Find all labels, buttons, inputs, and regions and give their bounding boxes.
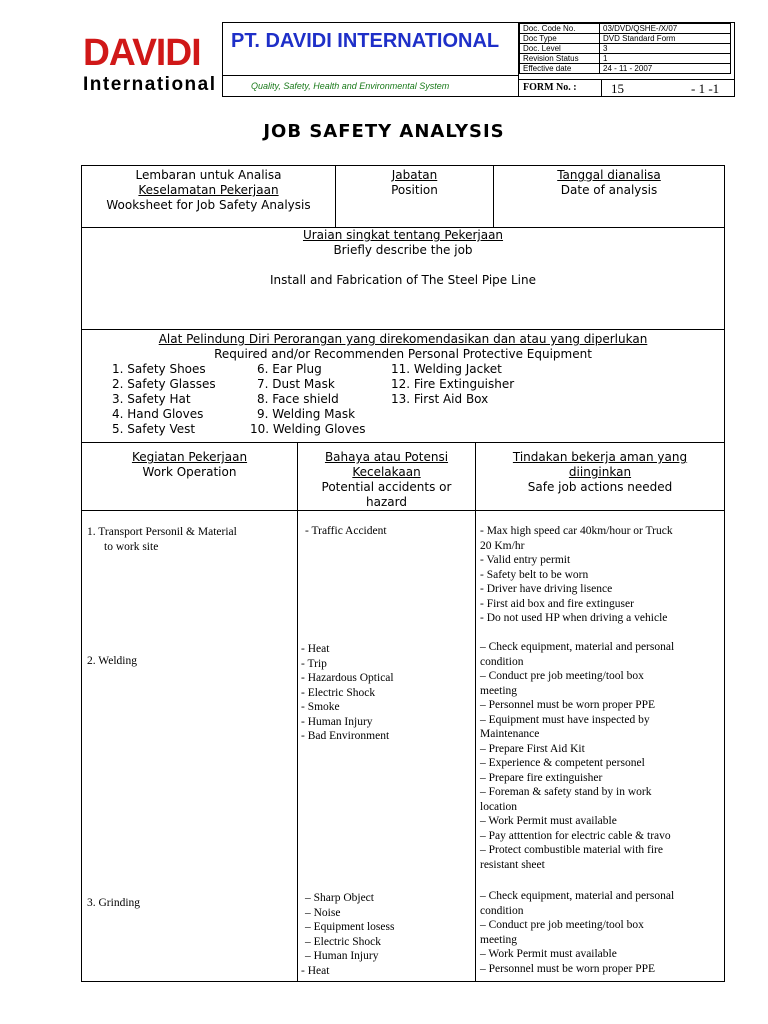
action-item: – Experience & competent personel [480, 757, 645, 769]
ppe-list-col2 [250, 362, 365, 437]
action-item: – Prepare First Aid Kit [480, 742, 585, 755]
form-label: FORM No. : [523, 82, 577, 93]
ppe-subheading: Required and/or Recommenden Personal Protective Equipment [214, 347, 592, 361]
action-item: – Personnel must be worn proper PPE [480, 962, 656, 975]
ppe-item: 12. Fire Extinguisher [391, 377, 515, 391]
form-number-row [519, 79, 735, 97]
meta-key: Doc Type [520, 34, 600, 44]
job-description-heading: Uraian singkat tentang Pekerjaan [302, 228, 504, 242]
document-title: JOB SAFETY ANALYSIS [263, 121, 505, 142]
action-item: meeting [480, 684, 518, 697]
hazard-item: - Bad Environment [301, 730, 390, 742]
ppe-item: 10. Welding Gloves [250, 422, 366, 436]
hazard-list-1 [305, 524, 387, 539]
company-name-cell [223, 23, 519, 75]
work-operation-header [82, 450, 297, 480]
meta-row [520, 54, 731, 64]
meta-row [520, 34, 731, 44]
meta-value: 3 [600, 44, 731, 54]
job-description-subheading: Briefly describe the job [333, 243, 473, 257]
ppe-item: 1. Safety Shoes [112, 362, 206, 376]
position-label-en: Position [391, 183, 438, 197]
action-item: - Max high speed car 40km/hour or Truck [480, 525, 673, 537]
action-item: Maintenance [480, 728, 540, 740]
page-number: - 1 -1 [691, 81, 720, 96]
meta-key: Doc. Code No. [520, 24, 600, 34]
action-item: – Prepare fire extinguisher [480, 771, 603, 784]
meta-row [520, 64, 731, 74]
worksheet-cell [82, 168, 335, 213]
hazard-item: – Human Injury [305, 950, 379, 962]
ppe-item: 7. Dust Mask [257, 377, 335, 391]
hazard-label-id-2: Kecelakaan [352, 465, 421, 479]
meta-row [520, 24, 731, 34]
column-divider [475, 511, 476, 981]
action-item: - Driver have driving lisence [480, 583, 613, 595]
action-item: – Conduct pre job meeting/tool box [480, 670, 644, 682]
meta-key: Doc. Level [520, 44, 600, 54]
action-item: – Pay atttention for electric cable & travo [480, 829, 671, 842]
safe-action-label-id-1: Tindakan bekerja aman yang [512, 450, 688, 464]
action-item: condition [480, 655, 524, 668]
hazard-label-en-2: hazard [366, 495, 407, 509]
meta-value: 03/DVD/QSHE-/X/07 [600, 24, 731, 34]
analysis-table-header [81, 442, 725, 511]
job-description-section [81, 227, 725, 330]
davidi-logo [83, 34, 217, 98]
position-cell [336, 168, 493, 198]
operation-2: 2. Welding [87, 655, 137, 667]
hazard-item: – Sharp Object [305, 892, 374, 904]
analysis-table-body [81, 510, 725, 982]
hazard-label-id-1: Bahaya atau Potensi [324, 450, 449, 464]
position-label-id: Jabatan [391, 168, 438, 182]
ppe-heading: Alat Pelindung Diri Perorangan yang direkomendasikan dan atau yang diperlukan [158, 332, 648, 346]
hazard-item: - Heat [301, 964, 330, 977]
ppe-item: 5. Safety Vest [112, 422, 196, 436]
safe-action-label-en: Safe job actions needed [527, 480, 673, 494]
hazard-item: – Electric Shock [305, 935, 382, 948]
action-item: – Conduct pre job meeting/tool box [480, 919, 644, 931]
action-item: - Safety belt to be worn [480, 568, 589, 581]
hazard-item: - Smoke [301, 701, 340, 713]
meta-key: Revision Status [520, 54, 600, 64]
action-item: – Work Permit must available [480, 815, 617, 827]
meta-value: 24 - 11 - 2007 [600, 64, 731, 74]
action-item: - First aid box and fire extinguser [480, 597, 634, 610]
form-divider [601, 80, 602, 97]
ppe-item: 4. Hand Gloves [112, 407, 204, 421]
hazard-label-en-1: Potential accidents or [321, 480, 452, 494]
action-item: – Foreman & safety stand by in work [480, 786, 652, 798]
action-item: - Do not used HP when driving a vehicle [480, 612, 668, 624]
action-item: condition [480, 904, 524, 917]
work-operation-label-en: Work Operation [142, 465, 237, 479]
ppe-item: 3. Safety Hat [112, 392, 191, 406]
ppe-item: 8. Face shield [257, 392, 339, 406]
operation-3: 3. Grinding [87, 897, 141, 909]
meta-value: DVD Standard Form [600, 34, 731, 44]
meta-value: 1 [600, 54, 731, 64]
hazard-item: - Trip [301, 657, 327, 670]
logo-subtitle: International [83, 74, 217, 95]
action-list-1 [480, 524, 673, 626]
worksheet-title-en: Wooksheet for Job Safety Analysis [106, 198, 311, 212]
logo-wordmark: DAVIDI [83, 32, 201, 74]
column-divider [297, 511, 298, 981]
operation-1-line1: 1. Transport Personil & Material [87, 526, 237, 538]
operation-1 [87, 525, 237, 554]
action-item: – Work Permit must available [480, 948, 617, 960]
safe-action-header [476, 450, 724, 495]
ppe-item: 13. First Aid Box [391, 392, 489, 406]
operation-1-line2: to work site [104, 540, 159, 553]
action-list-2 [480, 640, 674, 872]
hazard-header [298, 450, 475, 510]
date-label-en: Date of analysis [560, 183, 658, 197]
hazard-item: - Human Injury [301, 715, 373, 728]
ppe-item: 2. Safety Glasses [112, 377, 216, 391]
tagline-cell [223, 75, 519, 96]
ppe-item: 6. Ear Plug [257, 362, 322, 376]
document-meta-table [519, 23, 731, 74]
worksheet-info-section [81, 165, 725, 228]
ppe-list-col3 [391, 362, 514, 407]
hazard-item: - Electric Shock [301, 686, 376, 699]
ppe-item: 11. Welding Jacket [391, 362, 502, 376]
meta-key: Effective date [520, 64, 600, 74]
safe-action-label-id-2: diinginkan [568, 465, 632, 479]
hazard-list-3 [301, 891, 395, 978]
work-operation-label-id: Kegiatan Pekerjaan [131, 450, 248, 464]
hazard-item: – Equipment losess [305, 921, 395, 933]
action-item: – Check equipment, material and personal [480, 890, 675, 902]
ppe-header [82, 332, 724, 362]
action-item: - Valid entry permit [480, 554, 571, 566]
job-description-header [82, 228, 724, 258]
action-item: – Personnel must be worn proper PPE [480, 699, 656, 711]
job-description-text: Install and Fabrication of The Steel Pipe Line [270, 273, 536, 287]
action-item: – Equipment must have inspected by [480, 713, 650, 726]
hazard-list-2 [301, 642, 394, 744]
action-item: resistant sheet [480, 858, 545, 871]
action-item: location [480, 800, 518, 813]
ppe-item: 9. Welding Mask [257, 407, 356, 421]
worksheet-title-id: Lembaran untuk Analisa [135, 168, 282, 182]
hazard-item: – Noise [305, 906, 341, 919]
form-number: 15 [611, 81, 624, 96]
date-label-id: Tanggal dianalisa [557, 168, 661, 182]
meta-row [520, 44, 731, 54]
hazard-item: - Traffic Accident [305, 525, 387, 537]
worksheet-subtitle-id: Keselamatan Pekerjaan [138, 183, 279, 197]
action-item: – Protect combustible material with fire [480, 844, 663, 856]
date-cell [494, 168, 724, 198]
ppe-section [81, 329, 725, 443]
hazard-item: - Heat [301, 643, 330, 655]
action-item: meeting [480, 933, 518, 946]
tagline: Quality, Safety, Health and Environmental System [251, 81, 450, 91]
action-item: 20 Km/hr [480, 539, 525, 552]
action-item: – Check equipment, material and personal [480, 641, 675, 653]
hazard-item: - Hazardous Optical [301, 672, 394, 684]
ppe-list-col1 [112, 362, 216, 437]
company-name: PT. DAVIDI INTERNATIONAL [231, 30, 500, 52]
action-list-3 [480, 889, 674, 976]
